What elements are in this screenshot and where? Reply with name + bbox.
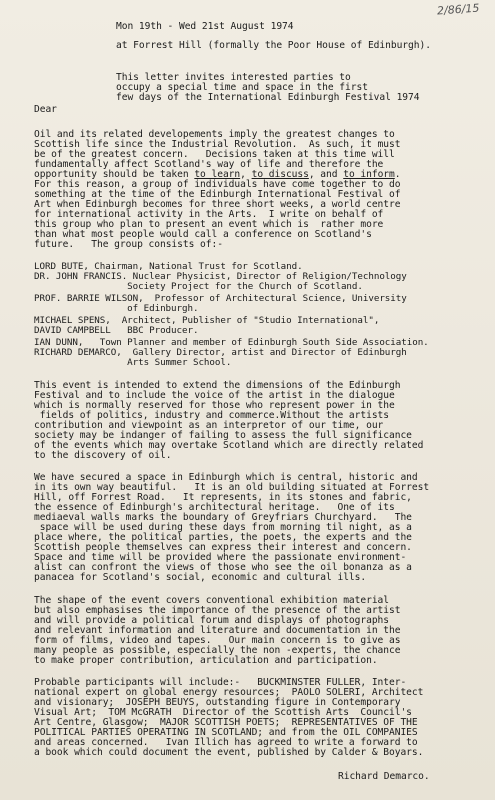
group-member: of Edinburgh. — [34, 303, 199, 314]
learn-text: to learn — [194, 169, 241, 180]
para1-line: Art when Edinburgh becomes for three short weeks, a world centre — [34, 199, 401, 210]
event-dates: Mon 19th - Wed 21st August 1974 — [116, 21, 294, 32]
para2-line: contribution and viewpoint as an interpretor of our time, our — [34, 420, 384, 431]
para1-line: For this reason, a group of individuals have come together to do — [34, 179, 401, 190]
intro-line-1: This letter invites interested parties to — [116, 72, 351, 83]
para3-line: panacea for Scotland's social, economic and cultural ills. — [34, 572, 367, 583]
para4-line: and relevant information and literature and documentation in the — [34, 625, 401, 636]
para2-line: This event is intended to extend the dimensions of the Edinburgh — [34, 380, 401, 391]
group-member: PROF. BARRIE WILSON, Professor of Architectural Science, University — [34, 293, 407, 304]
para5-line: and areas concerned. Ivan Illich has agreed to write a forward to — [34, 737, 418, 748]
para5-line: Art Centre, Glasgow; MAJOR SCOTTISH POETS; REPRESENTATIVES OF THE — [34, 717, 418, 728]
para4-line: form of films, video and tapes. Our main concern is to give as — [34, 635, 401, 646]
para5-line: Probable participants will include:- BUCKMINSTER FULLER, Inter- — [34, 677, 407, 688]
para1-line: this group who plan to present an event which is rather more — [34, 219, 384, 230]
para1-line-start: opportunity should be taken — [34, 169, 195, 180]
group-member: DAVID CAMPBELL BBC Producer. — [34, 325, 199, 336]
para4-line: The shape of the event covers conventional exhibition material — [34, 595, 390, 606]
para1-line: for international activity in the Arts. I write on behalf of — [34, 209, 384, 220]
group-member: Society Project for the Church of Scotland. — [34, 281, 363, 292]
para3-line: alist can confront the views of those who see the oil bonanza as a — [34, 562, 412, 573]
para1-line-with-links: opportunity should be taken to learn, to discuss, and to inform. — [34, 169, 401, 180]
para1-line: be of the greatest concern. Decisions taken at this time will — [34, 149, 395, 160]
para5-line: a book which could document the event, published by Calder & Boyars. — [34, 747, 424, 758]
para3-line: place where, the political parties, the poets, the experts and the — [34, 532, 412, 543]
para4-line: many people as possible, especially the non -experts, the chance — [34, 645, 401, 656]
inform-text: to inform — [343, 169, 395, 180]
para2-line: to the discovery of oil. — [34, 450, 172, 461]
event-place: at Forrest Hill (formally the Poor House of Edinburgh). — [116, 40, 431, 51]
para1-line: something at the time of the Edinburgh International Festival of — [34, 189, 401, 200]
para4-line: but also emphasises the importance of the presence of the artist — [34, 605, 401, 616]
para2-line: Festival and to include the voice of the artist in the dialogue — [34, 390, 395, 401]
para1-line: than what most people would call a conference on Scotland's — [34, 229, 372, 240]
para5-line: national expert on global energy resources; PAOLO SOLERI, Architect — [34, 687, 424, 698]
para3-line: Scottish people themselves can express their interest and concern. — [34, 542, 412, 553]
para4-line: to make proper contribution, articulation and participation. — [34, 655, 378, 666]
group-member: LORD BUTE, Chairman, National Trust for Scotland. — [34, 261, 303, 272]
salutation: Dear — [34, 104, 57, 115]
para1-line: Scottish life since the Industrial Revolution. As such, it must — [34, 139, 401, 150]
para3-line: Hill, off Forrest Road. It represents, in its stones and fabric, — [34, 492, 412, 503]
para2-line: which is normally reserved for those who represent power in the — [34, 400, 395, 411]
para3-line: Space and time will be provided where the passionate environment- — [34, 552, 407, 563]
para5-line: and visionary; JOSEPH BEUYS, outstanding figure in Contemporary — [34, 697, 401, 708]
signature: Richard Demarco. — [338, 771, 430, 782]
group-member: DR. JOHN FRANCIS. Nuclear Physicist, Director of Religion/Technology — [34, 271, 407, 282]
para2-line: society may be indanger of failing to assess the full significance — [34, 430, 412, 441]
para2-line: fields of politics, industry and commerce.Without the artists — [34, 410, 390, 421]
para1-line: future. The group consists of:- — [34, 239, 223, 250]
para1-line: Oil and its related developements imply the greatest changes to — [34, 129, 395, 140]
para3-line: mediaeval walls marks the boundary of Greyfriars Churchyard. The — [34, 512, 412, 523]
para3-line: in its own way beautiful. It is an old building situated at Forrest — [34, 482, 430, 493]
group-member: MICHAEL SPENS, Architect, Publisher of "Studio International", — [34, 315, 380, 326]
group-member: IAN DUNN, Town Planner and member of Edinburgh South Side Association. — [34, 337, 429, 348]
group-member: RICHARD DEMARCO, Gallery Director, artist and Director of Edinburgh — [34, 347, 407, 358]
group-member: Arts Summer School. — [34, 357, 232, 368]
para4-line: and will provide a political forum and displays of photographs — [34, 615, 390, 626]
para3-line: space will be used during these days from morning til night, as a — [34, 522, 412, 533]
para2-line: of the events which may overtake Scotland which are directly related — [34, 440, 424, 451]
intro-line-3: few days of the International Edinburgh Festival 1974 — [116, 92, 420, 103]
intro-line-2: occupy a special time and space in the first — [116, 82, 368, 93]
discuss-text: to discuss — [251, 169, 309, 180]
archive-reference: 2/86/15 — [436, 1, 480, 18]
para1-line: fundamentally affect Scotland's way of life and therefore the — [34, 159, 384, 170]
para5-line: Visual Art; TOM McGRATH Director of the Scottish Arts Council's — [34, 707, 412, 718]
para3-line: We have secured a space in Edinburgh which is central, historic and — [34, 472, 418, 483]
para5-line: POLITICAL PARTIES OPERATING IN SCOTLAND; and from the OIL COMPANIES — [34, 727, 418, 738]
para3-line: the essence of Edinburgh's architectural heritage. One of its — [34, 502, 395, 513]
